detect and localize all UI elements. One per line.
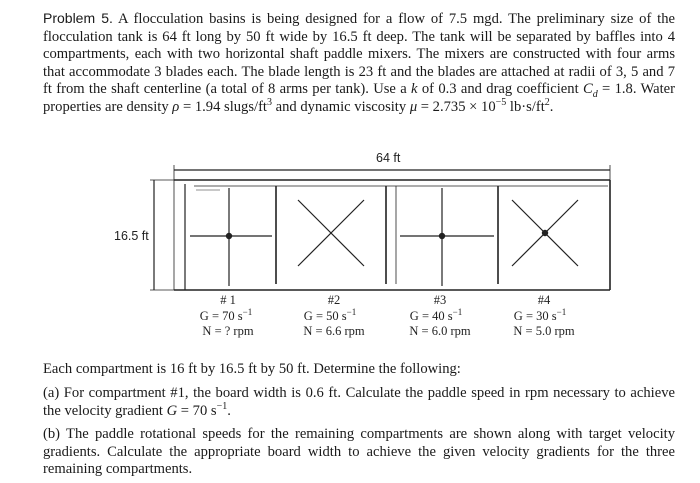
- mixer-3-shaft: [439, 233, 444, 238]
- problem-label: Problem 5.: [43, 10, 113, 26]
- question-part-a: [43, 385, 675, 420]
- depth-label: 16.5 ft: [114, 229, 149, 243]
- cube-exponent: 3: [267, 97, 272, 109]
- problem-text-3: = 1.8. Water properties are density: [43, 81, 675, 115]
- problem-text-5: and dynamic viscosity: [272, 98, 410, 115]
- cd-symbol: C: [582, 81, 593, 98]
- part-a-text: (a) For compartment #1, the board width is 0.6 ft. Calculate the paddle speed in rpm necessary to achieve the velocity gradient: [43, 385, 675, 419]
- problem-text-6: = 2.735 × 10: [417, 98, 496, 115]
- part-a-g-symbol: G: [166, 402, 178, 419]
- problem-text-8: .: [549, 98, 554, 115]
- viscosity-exponent: −5: [495, 97, 507, 109]
- part-a-end: .: [227, 402, 231, 419]
- question-part-b: (b) The paddle rotational speeds for the remaining compartments are shown along with target velocity gradients. Calculate the appropriate board width to achieve the given velocity gradients for the three remaining compartments.: [43, 426, 675, 477]
- problem-text-4: = 1.94 slugs/ft: [179, 98, 267, 115]
- compartment-1-speed: N = ? rpm: [202, 324, 254, 338]
- compartment-1-gradient: G = 70 $s^{-1}$: [199, 307, 253, 323]
- compartment-3-number: #3: [433, 293, 447, 307]
- compartment-3-gradient: G = 40 $s^{-1}$: [409, 307, 463, 323]
- compartment-3-speed: N = 6.0 rpm: [409, 324, 471, 338]
- problem-text-1: A flocculation basins is being designed for a flow of 7.5 mgd. The preliminary size of the flocculation tank is 64 ft long by 50 ft wide by 16.5 ft deep. The tank will be separated by baffles into 4 compartments, each with two horizontal shaft paddle mixers. The mixers are constructed with four arms that accommodate 3 blades each. The blade length is 23 ft and the blades are attached at radii of 3, 5 and 7 ft from the shaft centerline (a total of 8 arms per tank). Use a: [43, 11, 675, 98]
- rho-symbol: ρ: [172, 98, 180, 115]
- k-symbol: k: [411, 81, 418, 98]
- mixer-4-shaft: [542, 230, 547, 235]
- compartment-4-gradient: G = 30 $s^{-1}$: [513, 307, 567, 323]
- mu-symbol: μ: [409, 98, 418, 115]
- cd-subscript: d: [592, 89, 598, 101]
- compartment-1-number: # 1: [220, 293, 236, 307]
- problem-text-2: of 0.3 and drag coefficient: [417, 81, 583, 98]
- problem-text-7: lb·s/ft: [506, 98, 545, 115]
- compartment-4-speed: N = 5.0 rpm: [513, 324, 575, 338]
- compartment-2-gradient: G = 50 $s^{-1}$: [303, 307, 357, 323]
- length-label: 64 ft: [376, 151, 401, 165]
- part-a-exponent: −1: [216, 400, 228, 412]
- compartment-2-number: #2: [327, 293, 341, 307]
- part-a-value: = 70 s: [177, 402, 217, 419]
- compartment-2-speed: N = 6.6 rpm: [303, 324, 365, 338]
- square-exponent: 2: [544, 97, 550, 109]
- compartment-4-number: #4: [537, 293, 551, 307]
- compartment-dimensions-intro: Each compartment is 16 ft by 16.5 ft by 50 ft. Determine the following:: [43, 361, 461, 377]
- mixer-1-shaft: [226, 233, 231, 238]
